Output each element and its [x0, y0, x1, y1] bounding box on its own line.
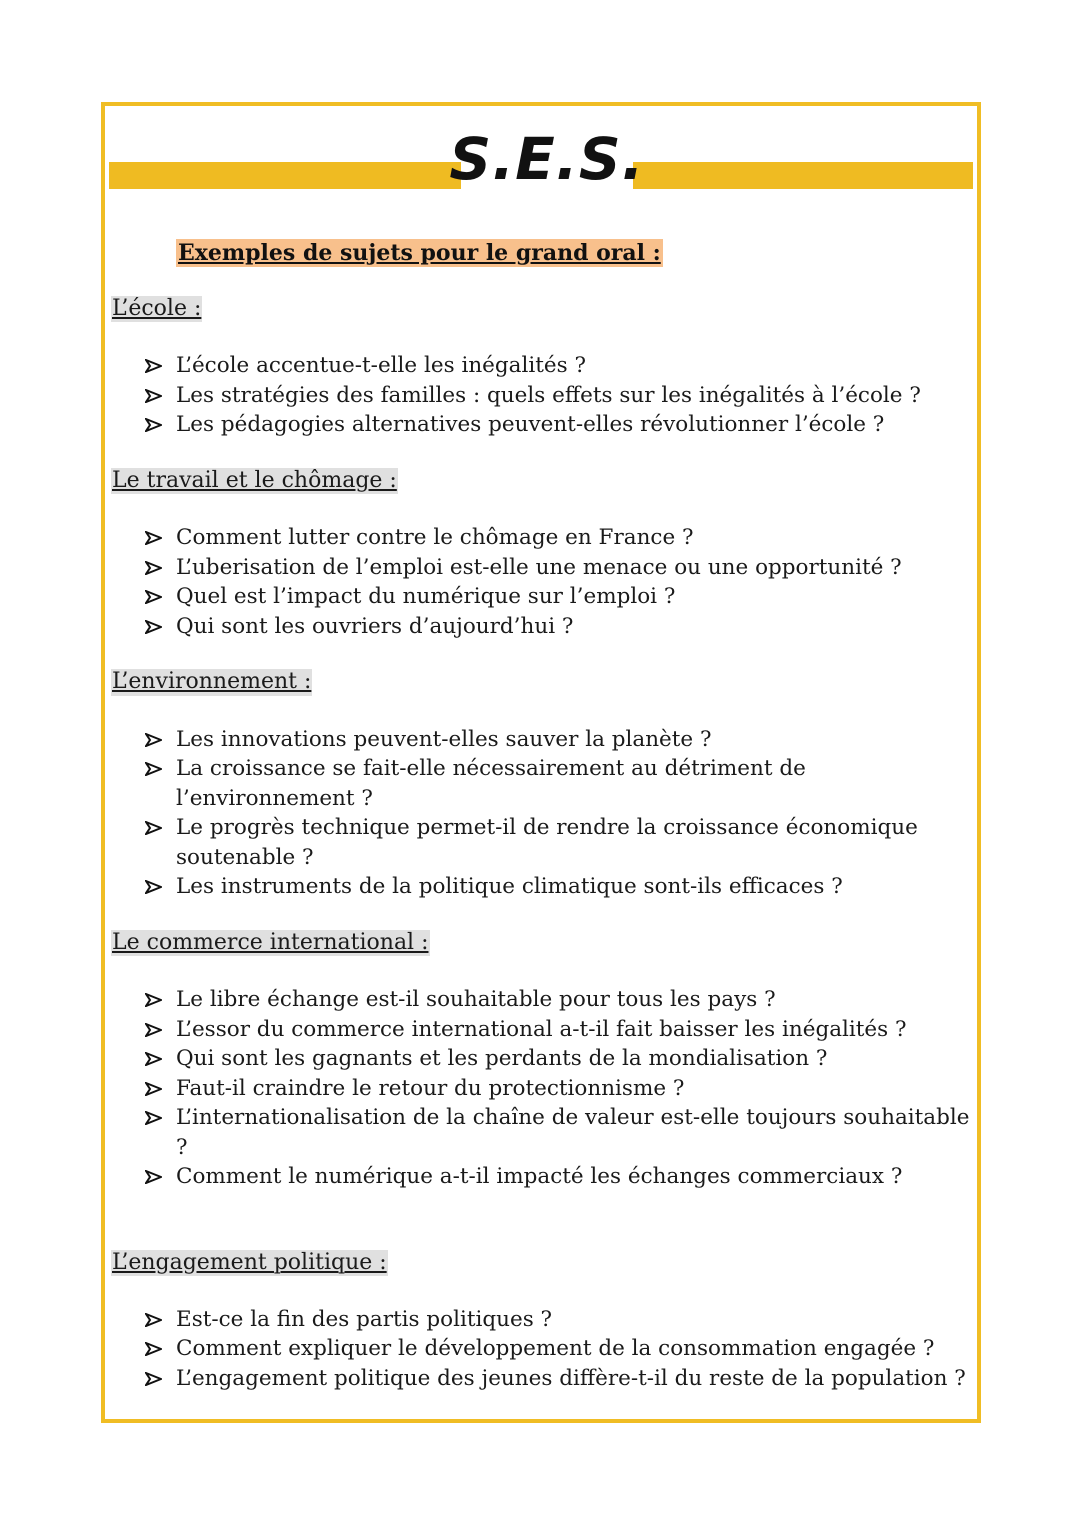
topic-item — [145, 612, 973, 642]
topic-item — [145, 582, 973, 612]
page-title: S.E.S. — [449, 125, 645, 193]
topic-list — [111, 725, 973, 902]
topic-text: L’essor du commerce international a-t-il fait baisser les inégalités ? — [176, 1016, 907, 1042]
topic-text: Comment le numérique a-t-il impacté les échanges commerciaux ? — [176, 1164, 903, 1190]
topic-text: L’uberisation de l’emploi est-elle une menace ou une opportunité ? — [176, 554, 902, 580]
section-heading: L’environnement : — [112, 669, 312, 695]
page-subtitle: Exemples de sujets pour le grand oral : — [178, 240, 661, 266]
section-heading: Le commerce international : — [112, 929, 429, 955]
topic-text: Le progrès technique permet-il de rendre la croissance économique soutenable ? — [176, 815, 918, 870]
arrow-bullet-icon — [145, 1082, 162, 1096]
topic-item — [145, 1103, 973, 1162]
topic-item — [145, 985, 973, 1015]
topic-item — [145, 872, 973, 902]
section-heading: L’école : — [112, 296, 202, 321]
arrow-bullet-icon — [145, 359, 162, 373]
arrow-bullet-icon — [145, 1052, 162, 1066]
section-heading: L’engagement politique : — [112, 1249, 387, 1275]
arrow-bullet-icon — [145, 620, 162, 634]
topic-text: Qui sont les gagnants et les perdants de la mondialisation ? — [176, 1046, 828, 1072]
topic-list — [111, 523, 973, 641]
arrow-bullet-icon — [145, 762, 162, 776]
topic-item — [145, 1305, 973, 1335]
arrow-bullet-icon — [145, 1342, 162, 1356]
topic-item — [145, 553, 973, 583]
arrow-bullet-icon — [145, 1023, 162, 1037]
topic-text: Les instruments de la politique climatique sont-ils efficaces ? — [176, 874, 843, 900]
topics-content — [111, 296, 973, 1393]
topic-text: La croissance se fait-elle nécessairement au détriment de l’environnement ? — [176, 756, 806, 811]
arrow-bullet-icon — [145, 1170, 162, 1184]
topic-item — [145, 381, 973, 411]
arrow-bullet-icon — [145, 1111, 162, 1125]
topic-item — [145, 351, 973, 381]
topic-section-2 — [111, 468, 973, 641]
topic-section-3 — [111, 669, 973, 901]
topic-text: Les innovations peuvent-elles sauver la planète ? — [176, 726, 712, 752]
topic-item — [145, 813, 973, 872]
topic-item — [145, 725, 973, 755]
topic-item — [145, 1364, 973, 1394]
topic-text: Comment lutter contre le chômage en France ? — [176, 525, 694, 551]
arrow-bullet-icon — [145, 418, 162, 432]
topic-text: Quel est l’impact du numérique sur l’emploi ? — [176, 584, 676, 610]
arrow-bullet-icon — [145, 561, 162, 575]
topic-item — [145, 410, 973, 440]
arrow-bullet-icon — [145, 821, 162, 835]
topic-text: Comment expliquer le développement de la consommation engagée ? — [176, 1336, 935, 1362]
arrow-bullet-icon — [145, 590, 162, 604]
topic-item — [145, 1015, 973, 1045]
topic-item — [145, 754, 973, 813]
arrow-bullet-icon — [145, 1372, 162, 1386]
topic-text: Faut-il craindre le retour du protectionnisme ? — [176, 1075, 685, 1101]
topic-text: Les pédagogies alternatives peuvent-elles révolutionner l’école ? — [176, 412, 885, 438]
arrow-bullet-icon — [145, 1313, 162, 1327]
topic-section-1 — [111, 296, 973, 440]
topic-section-5 — [111, 1250, 973, 1394]
topic-text: Le libre échange est-il souhaitable pour tous les pays ? — [176, 987, 776, 1013]
topic-item — [145, 1044, 973, 1074]
arrow-bullet-icon — [145, 733, 162, 747]
arrow-bullet-icon — [145, 880, 162, 894]
section-heading: Le travail et le chômage : — [112, 467, 397, 493]
arrow-bullet-icon — [145, 531, 162, 545]
topic-text: Qui sont les ouvriers d’aujourd’hui ? — [176, 613, 574, 639]
topic-text: L’internationalisation de la chaîne de valeur est-elle toujours souhaitable ? — [176, 1105, 970, 1160]
topic-list — [111, 1305, 973, 1394]
topic-text: Est-ce la fin des partis politiques ? — [176, 1306, 553, 1332]
page-frame — [101, 102, 981, 1423]
topic-list — [111, 985, 973, 1192]
topic-section-4 — [111, 930, 973, 1192]
topic-list — [111, 351, 973, 440]
topic-text: Les stratégies des familles : quels effets sur les inégalités à l’école ? — [176, 382, 921, 408]
topic-item — [145, 1334, 973, 1364]
topic-text: L’école accentue-t-elle les inégalités ? — [176, 353, 586, 379]
arrow-bullet-icon — [145, 993, 162, 1007]
topic-text: L’engagement politique des jeunes diffère-t-il du reste de la population ? — [176, 1365, 966, 1391]
topic-item — [145, 1162, 973, 1192]
arrow-bullet-icon — [145, 389, 162, 403]
topic-item — [145, 523, 973, 553]
title-box — [449, 124, 645, 194]
topic-item — [145, 1074, 973, 1104]
